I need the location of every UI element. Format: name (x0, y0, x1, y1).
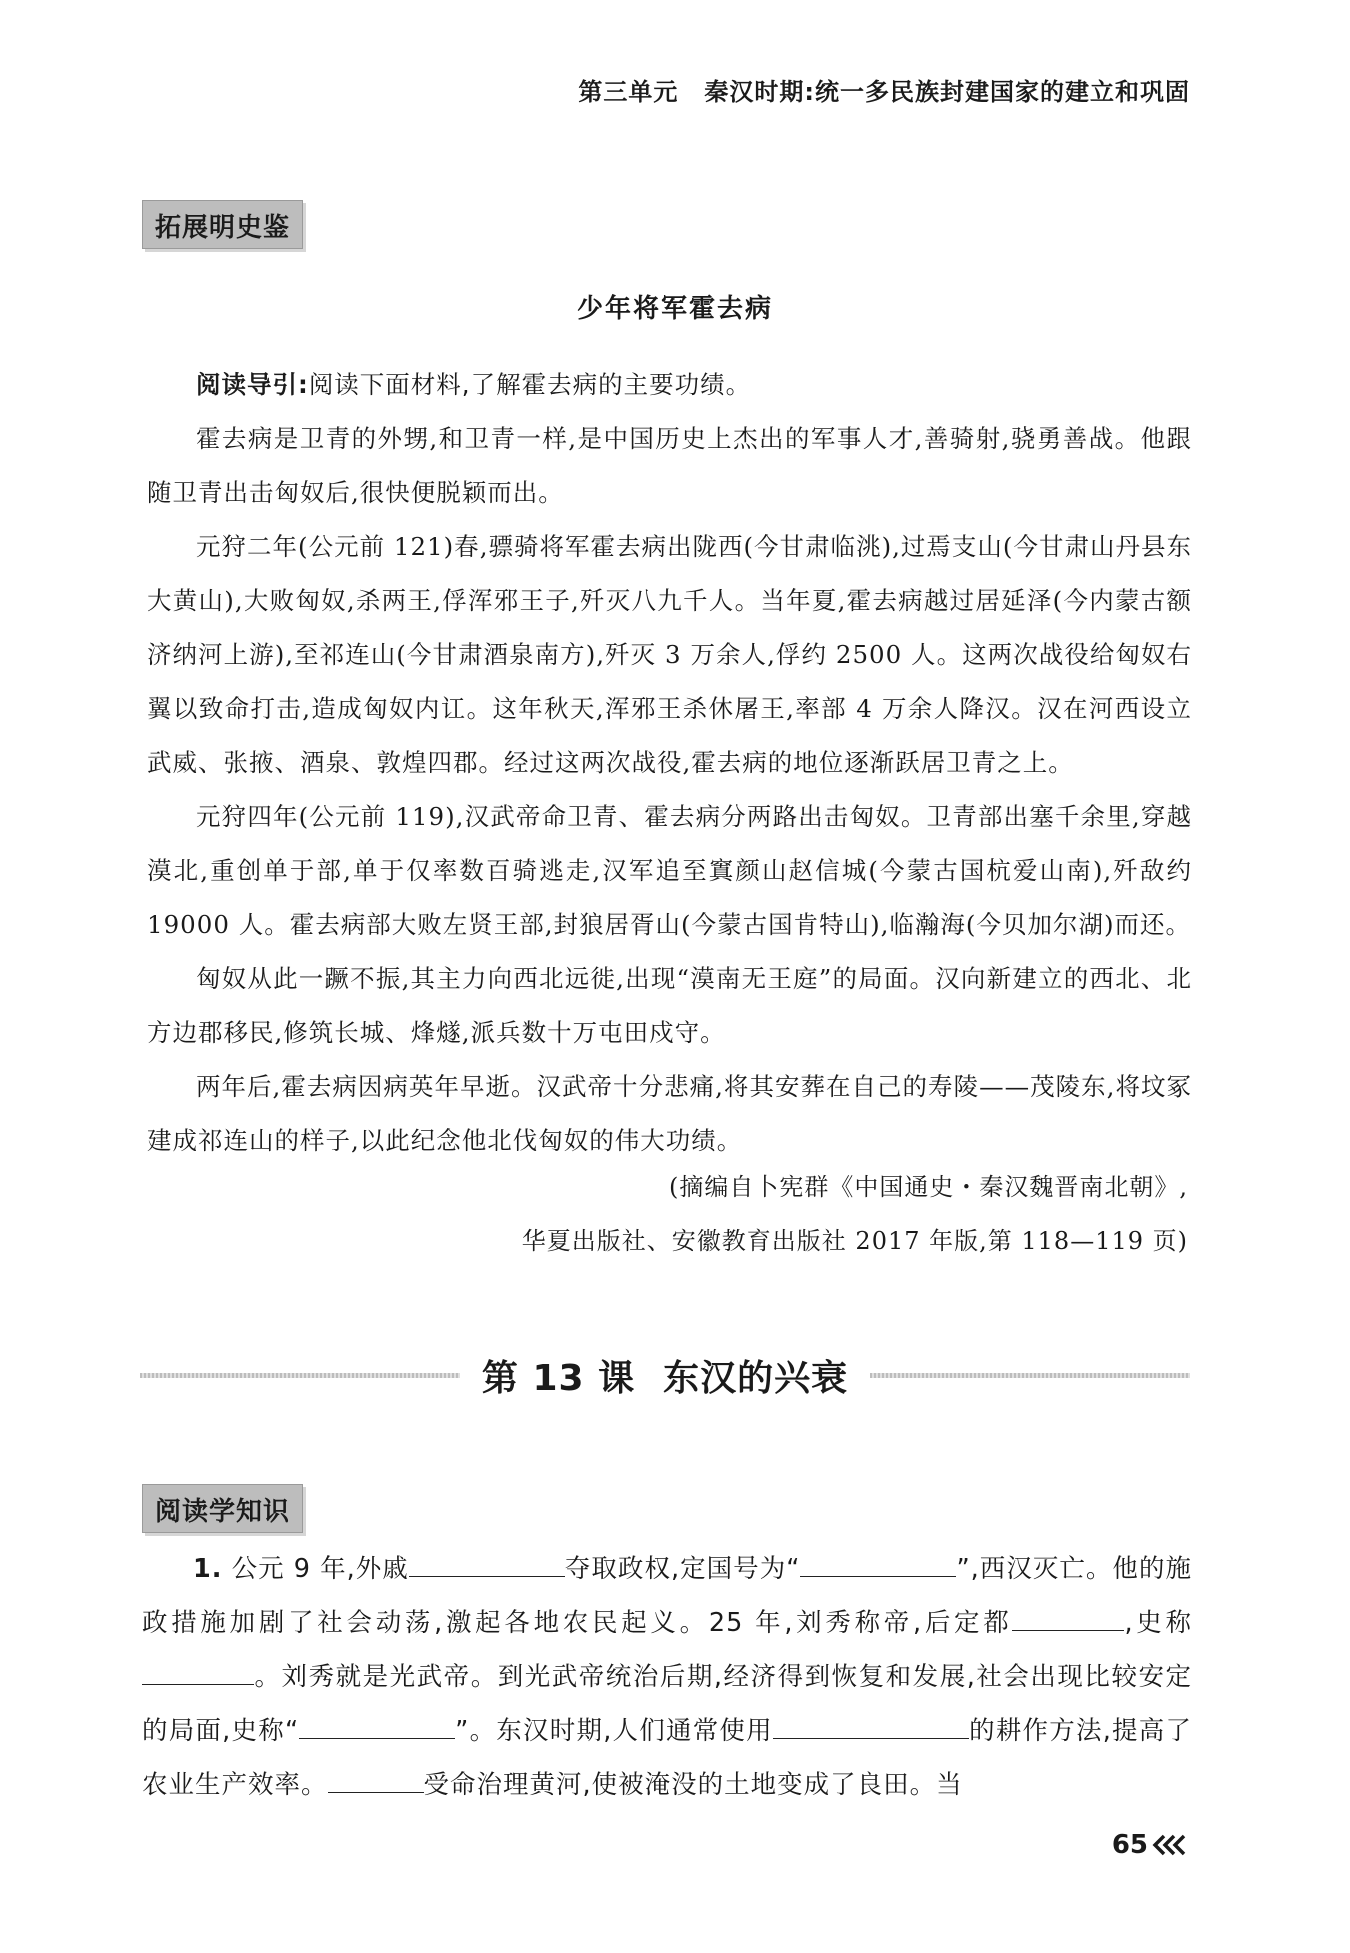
article-paragraph: 霍去病是卫青的外甥,和卫青一样,是中国历史上杰出的军事人才,善骑射,骁勇善战。他跟随卫青出击匈奴后,很快便脱颖而出。 (147, 424, 1192, 507)
reading-guide-text: 阅读下面材料,了解霍去病的主要功绩。 (308, 370, 752, 399)
unit-label: 第三单元 (578, 78, 679, 106)
lesson-title (460, 1350, 870, 1401)
page-footer (1112, 1830, 1190, 1860)
exercise-question-1 (142, 1542, 1192, 1812)
answer-blank[interactable] (1012, 1603, 1124, 1631)
section-badge-extension: 拓展明史鉴 (142, 200, 303, 249)
unit-title: 秦汉时期:统一多民族封建国家的建立和巩固 (704, 78, 1190, 106)
question-segment: 公元 9 年,外戚 (222, 1554, 409, 1584)
question-text (142, 1542, 1192, 1812)
answer-blank[interactable] (409, 1549, 565, 1577)
article-paragraph: 元狩四年(公元前 119),汉武帝命卫青、霍去病分两路出击匈奴。卫青部出塞千余里,穿越漠北,重创单于部,单于仅率数百骑逃走,汉军追至窴颜山赵信城(今蒙古国杭爱山南),歼敌约 19000 人。霍去病部大败左贤王部,封狼居胥山(今蒙古国肯特山),临瀚海(今贝加尔湖)而还。 (147, 802, 1192, 939)
lesson-rule-right (870, 1373, 1190, 1378)
source-citation (522, 1160, 1188, 1268)
question-segment: ,史称 (1124, 1608, 1193, 1638)
chevrons-left-icon (1152, 1834, 1190, 1856)
question-segment: 。刘秀就是光武帝。到光武帝统治后期,经济得到恢复和发展,社会出现比较安定的局面,史称“ (142, 1662, 1192, 1746)
lesson-name: 东汉的兴衰 (663, 1357, 849, 1399)
question-segment: 受命治理黄河,使被淹没的土地变成了良田。当 (423, 1770, 963, 1800)
question-number: 1. (193, 1554, 223, 1584)
article-paragraph: 元狩二年(公元前 121)春,骠骑将军霍去病出陇西(今甘肃临洮),过焉支山(今甘肃山丹县东大黄山),大败匈奴,杀两王,俘浑邪王子,歼灭八九千人。当年夏,霍去病越过居延泽(今内蒙古额济纳河上游),至祁连山(今甘肃酒泉南方),歼灭 3 万余人,俘约 2500 人。这两次战役给匈奴右翼以致命打击,造成匈奴内讧。这年秋天,浑邪王杀休屠王,率部 4 万余人降汉。汉在河西设立武威、张掖、酒泉、敦煌四郡。经过这两次战役,霍去病的地位逐渐跃居卫青之上。 (147, 532, 1192, 777)
question-segment: ”。东汉时期,人们通常使用 (455, 1716, 773, 1746)
source-line: (摘编自卜宪群《中国通史・秦汉魏晋南北朝》, (669, 1173, 1188, 1201)
source-line: 华夏出版社、安徽教育出版社 2017 年版,第 118—119 页) (521, 1227, 1188, 1255)
question-segment: ”,西汉灭亡。他的施政措施加剧了社会动荡,激起各地农民起义。25 年,刘秀称帝,后定都 (142, 1554, 1192, 1638)
answer-blank[interactable] (800, 1549, 956, 1577)
lesson-number: 第 13 课 (481, 1357, 636, 1399)
running-header (578, 72, 1190, 107)
section-badge-reading: 阅读学知识 (142, 1484, 303, 1533)
answer-blank[interactable] (773, 1711, 969, 1739)
reading-guide-label: 阅读导引: (196, 370, 309, 399)
answer-blank[interactable] (299, 1711, 455, 1739)
page-number: 65 (1111, 1830, 1148, 1860)
question-segment: 夺取政权,定国号为“ (564, 1554, 801, 1584)
article-paragraph: 两年后,霍去病因病英年早逝。汉武帝十分悲痛,将其安葬在自己的寿陵——茂陵东,将坟冢建成祁连山的样子,以此纪念他北伐匈奴的伟大功绩。 (147, 1072, 1192, 1155)
article-paragraph: 匈奴从此一蹶不振,其主力向西北远徙,出现“漠南无王庭”的局面。汉向新建立的西北、北方边郡移民,修筑长城、烽燧,派兵数十万屯田戍守。 (147, 964, 1192, 1047)
answer-blank[interactable] (328, 1765, 424, 1793)
lesson-heading (140, 1348, 1190, 1402)
question-segment: 的耕作方法,提高了农业生产效率。 (142, 1716, 1192, 1800)
reading-guide (147, 358, 1192, 412)
answer-blank[interactable] (142, 1657, 254, 1685)
lesson-rule-left (140, 1373, 460, 1378)
article-body (147, 358, 1192, 1168)
article-title: 少年将军霍去病 (576, 294, 773, 324)
